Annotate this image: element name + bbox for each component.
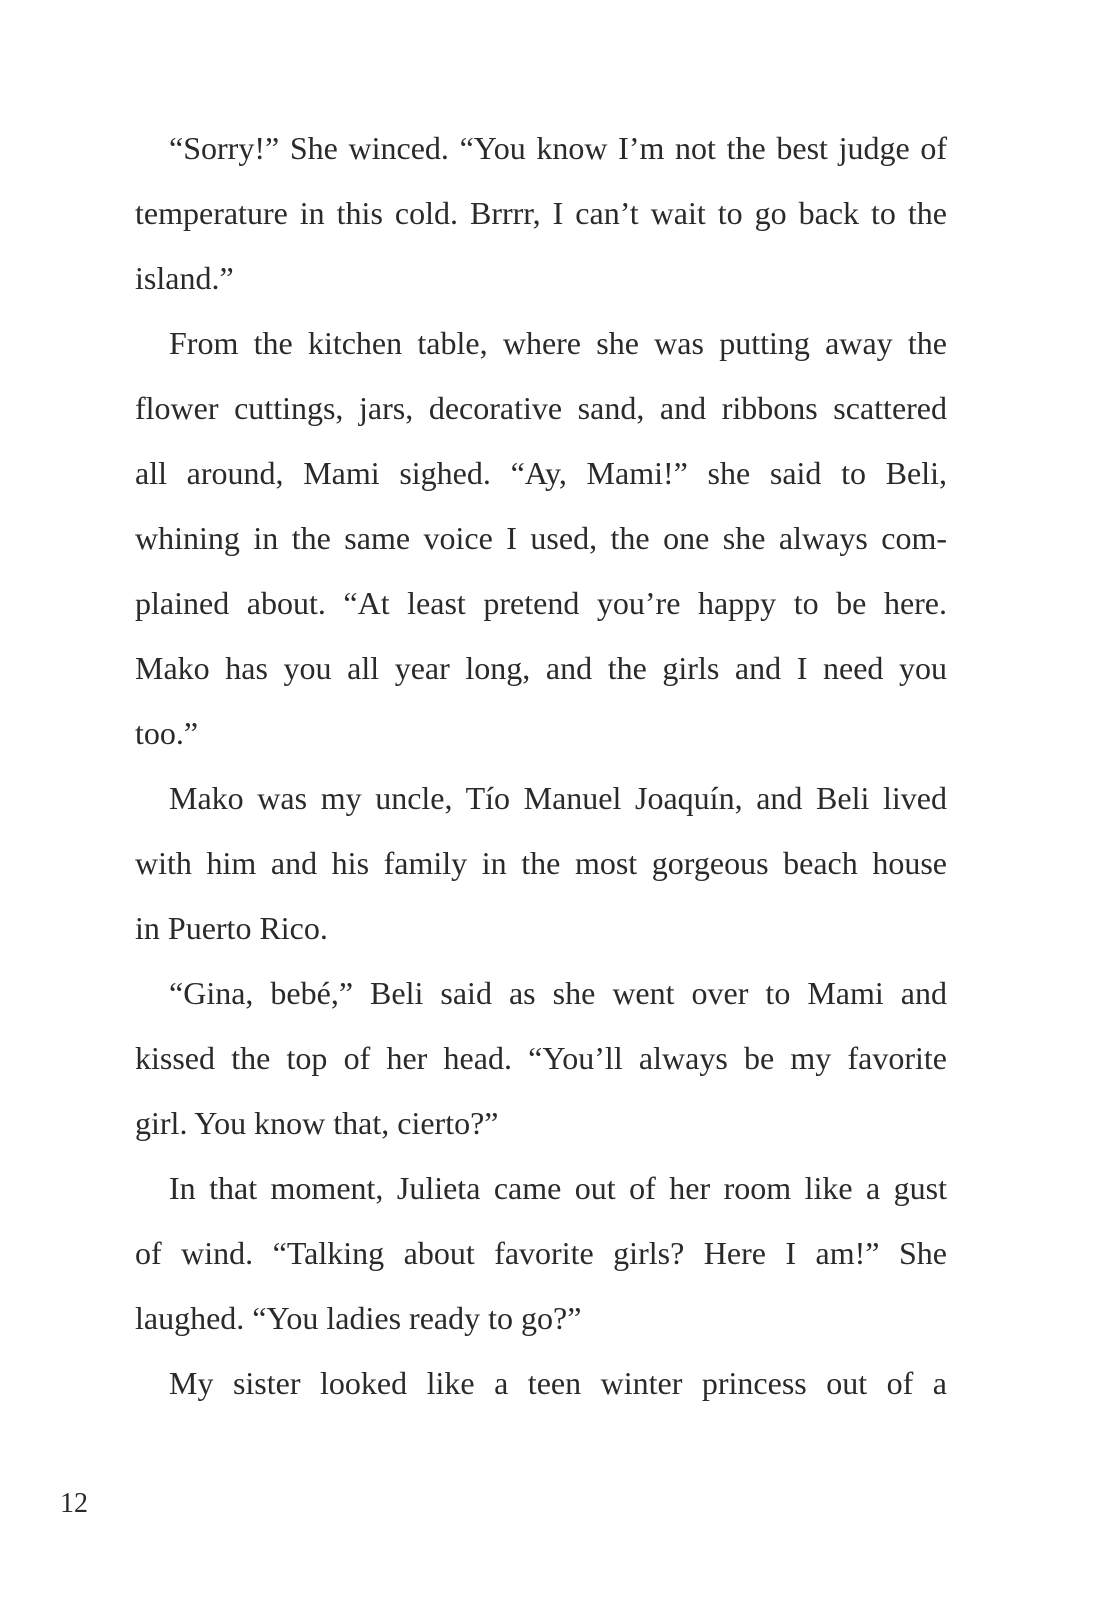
- text-line: In that moment, Julieta came out of her room like a gust: [169, 1170, 947, 1206]
- body-text: [135, 116, 947, 1416]
- text-line: Mako was my uncle, Tío Manuel Joaquín, and Beli lived: [169, 780, 947, 816]
- page-number: 12: [60, 1488, 88, 1519]
- text-line: Mako has you all year long, and the girls and I need you: [135, 650, 947, 686]
- text-line: girl. You know that, cierto?”: [135, 1105, 499, 1141]
- text-line: My sister looked like a teen winter princess out of a: [169, 1365, 947, 1401]
- text-line: “Sorry!” She winced. “You know I’m not the best judge of: [169, 130, 947, 166]
- text-line: kissed the top of her head. “You’ll always be my favorite: [135, 1040, 947, 1076]
- text-line: plained about. “At least pretend you’re happy to be here.: [135, 585, 947, 621]
- text-line: whining in the same voice I used, the one she always com-: [135, 520, 947, 556]
- text-line: in Puerto Rico.: [135, 910, 328, 946]
- text-line: of wind. “Talking about favorite girls? Here I am!” She: [135, 1235, 947, 1271]
- text-line: island.”: [135, 260, 234, 296]
- text-line: too.”: [135, 715, 199, 751]
- text-line: laughed. “You ladies ready to go?”: [135, 1300, 582, 1336]
- text-line: all around, Mami sighed. “Ay, Mami!” she said to Beli,: [135, 455, 947, 491]
- text-line: temperature in this cold. Brrrr, I can’t wait to go back to the: [135, 195, 947, 231]
- text-line: From the kitchen table, where she was putting away the: [169, 325, 947, 361]
- text-line: flower cuttings, jars, decorative sand, and ribbons scattered: [135, 390, 947, 426]
- text-line: “Gina, bebé,” Beli said as she went over to Mami and: [169, 975, 947, 1011]
- text-line: with him and his family in the most gorgeous beach house: [135, 845, 947, 881]
